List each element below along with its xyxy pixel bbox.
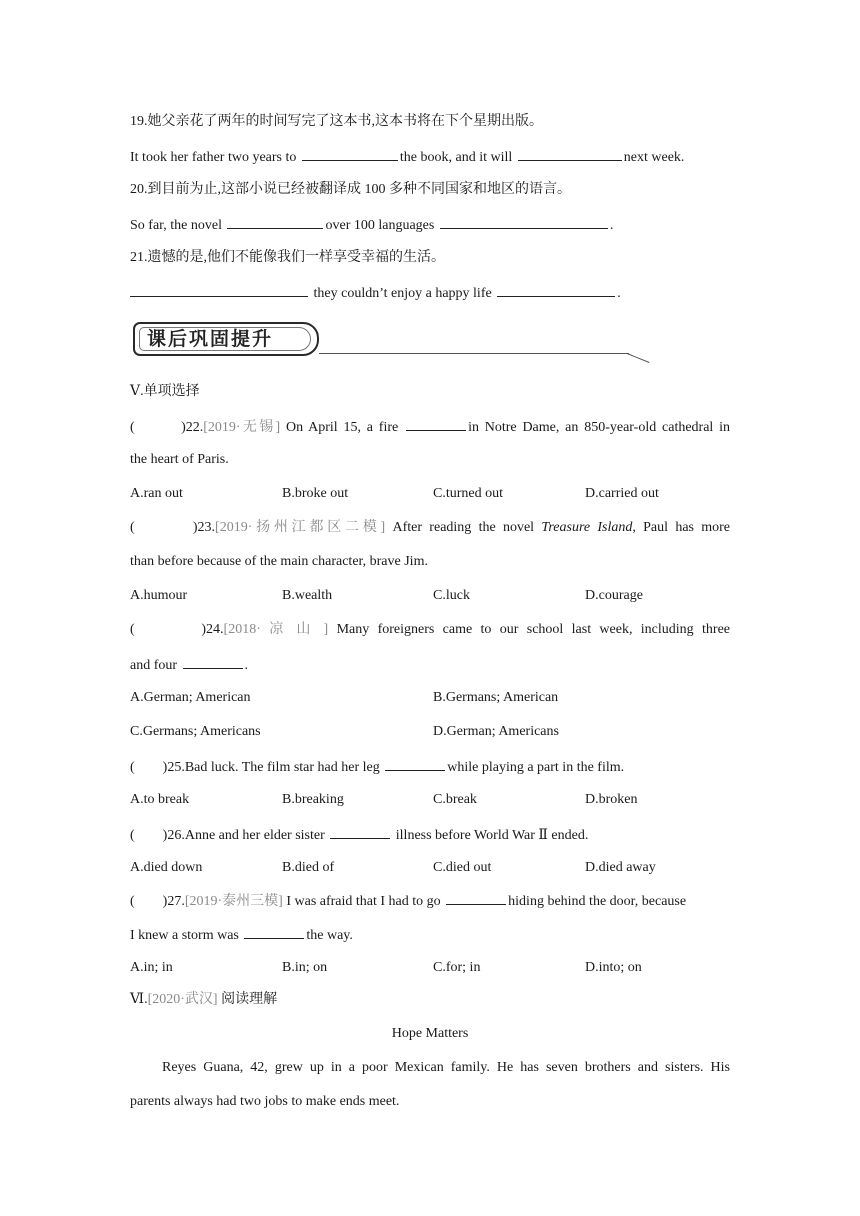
- q25-blank[interactable]: [385, 756, 445, 771]
- q24-options-row-2: [130, 722, 730, 742]
- q24-text-d: .: [244, 658, 249, 673]
- q21-text-b: .: [617, 286, 621, 301]
- q27-text-c: I knew a storm was: [130, 928, 239, 943]
- q23-line-2: than before because of the main character, brave Jim.: [130, 554, 428, 569]
- q20-text-b: over 100 languages: [325, 218, 435, 233]
- banner-divider-tail: [627, 353, 650, 363]
- q22-line-2: the heart of Paris.: [130, 452, 229, 467]
- q25-options: [130, 790, 730, 810]
- passage-line-1: Reyes Guana, 42, grew up in a poor Mexican family. He has seven brothers and sisters. His: [162, 1060, 730, 1075]
- q21-english: [130, 282, 730, 302]
- q20-text-a: So far, the novel: [130, 218, 222, 233]
- q22-text-a: On April 15, a fire: [285, 420, 399, 435]
- q26-blank[interactable]: [330, 824, 390, 839]
- q26-option-d[interactable]: D.died away: [585, 860, 656, 875]
- q24-source: [2018· 凉 山 ]: [223, 622, 329, 637]
- q27-text-b: hiding behind the door, because: [508, 894, 687, 909]
- q25-option-c[interactable]: C.break: [433, 792, 477, 807]
- q27-line-2: [130, 924, 730, 944]
- q24-option-a[interactable]: A.German; American: [130, 690, 251, 705]
- q24-line-2: [130, 654, 730, 674]
- q27-source: [2019·泰州三模]: [184, 894, 283, 909]
- q25-option-b[interactable]: B.breaking: [282, 792, 344, 807]
- q23-options: [130, 586, 730, 606]
- q22-option-c[interactable]: C.turned out: [433, 486, 503, 501]
- q27-text-d: the way.: [306, 928, 353, 943]
- q20-chinese: 20.到目前为止,这部小说已经被翻译成 100 多种不同国家和地区的语言。: [130, 182, 571, 197]
- q24-text-a: Many foreigners came to our school last week, including three: [336, 622, 730, 637]
- q22-option-a[interactable]: A.ran out: [130, 486, 183, 501]
- q24-blank[interactable]: [183, 654, 243, 669]
- q27-option-c[interactable]: C.for; in: [433, 960, 481, 975]
- q22-text-b: in Notre Dame, an 850-year-old cathedral in: [468, 420, 731, 435]
- q22-blank[interactable]: [406, 416, 466, 431]
- q26-options: [130, 858, 730, 878]
- q22-line-1: [130, 416, 730, 436]
- q26-answer-paren[interactable]: ( )26.: [130, 828, 185, 843]
- q25-text-a: Bad luck. The film star had her leg: [184, 760, 380, 775]
- q23-option-d[interactable]: D.courage: [585, 588, 643, 603]
- q20-blank-2[interactable]: [440, 214, 608, 229]
- q25-answer-paren[interactable]: ( )25.: [130, 760, 185, 775]
- q19-text-b: the book, and it will: [399, 150, 513, 165]
- q23-source: [2019·扬州江都区二模]: [215, 520, 386, 535]
- q23-answer-paren[interactable]: ( )23.: [130, 520, 216, 535]
- q24-line-1: [130, 620, 730, 640]
- q25-option-d[interactable]: D.broken: [585, 792, 638, 807]
- section6-title: 阅读理解: [221, 992, 278, 1007]
- q27-option-b[interactable]: B.in; on: [282, 960, 328, 975]
- q23-option-b[interactable]: B.wealth: [282, 588, 333, 603]
- q21-chinese: 21.遗憾的是,他们不能像我们一样享受幸福的生活。: [130, 250, 445, 265]
- banner-frame: [133, 322, 319, 356]
- q25-line-1: [130, 756, 730, 776]
- q19-blank-1[interactable]: [302, 146, 398, 161]
- q22-answer-paren[interactable]: ( )22.: [130, 420, 204, 435]
- q27-option-a[interactable]: A.in; in: [130, 960, 173, 975]
- q26-option-b[interactable]: B.died of: [282, 860, 335, 875]
- q26-option-a[interactable]: A.died down: [130, 860, 203, 875]
- section6-heading: [130, 990, 730, 1010]
- q26-text-a: Anne and her elder sister: [184, 828, 325, 843]
- q20-blank-1[interactable]: [227, 214, 323, 229]
- q25-text-b: while playing a part in the film.: [447, 760, 625, 775]
- q19-chinese: 19.她父亲花了两年的时间写完了这本书,这本书将在下个星期出版。: [130, 114, 543, 129]
- passage-line-2: parents always had two jobs to make ends meet.: [130, 1094, 400, 1109]
- q26-option-c[interactable]: C.died out: [433, 860, 492, 875]
- q27-blank-2[interactable]: [244, 924, 304, 939]
- q27-line-1: [130, 890, 730, 910]
- q19-text-c: next week.: [623, 150, 685, 165]
- q20-text-c: .: [609, 218, 614, 233]
- q27-blank-1[interactable]: [446, 890, 506, 905]
- q21-text-a: they couldn’t enjoy a happy life: [313, 286, 492, 301]
- q22-option-b[interactable]: B.broke out: [282, 486, 349, 501]
- q26-text-b: illness before World War Ⅱ ended.: [395, 828, 589, 843]
- q22-option-d[interactable]: D.carried out: [585, 486, 659, 501]
- q23-option-c[interactable]: C.luck: [433, 588, 470, 603]
- section6-prefix: Ⅵ.: [130, 992, 148, 1007]
- section6-source: [2020·武汉]: [147, 992, 218, 1007]
- q23-text-a: After reading the novel: [392, 520, 535, 535]
- q26-line-1: [130, 824, 730, 844]
- banner-title: 课后巩固提升: [147, 328, 274, 350]
- section5-title: Ⅴ.单项选择: [130, 384, 200, 399]
- q27-option-d[interactable]: D.into; on: [585, 960, 642, 975]
- q24-option-c[interactable]: C.Germans; Americans: [130, 724, 261, 739]
- section-banner: [133, 320, 653, 364]
- q22-options: [130, 484, 730, 504]
- q25-option-a[interactable]: A.to break: [130, 792, 190, 807]
- q24-option-d[interactable]: D.German; Americans: [433, 724, 559, 739]
- q23-text-b: , Paul has more: [632, 520, 731, 535]
- q19-english: [130, 146, 730, 166]
- banner-divider: [319, 353, 629, 354]
- passage-title: Hope Matters: [391, 1026, 469, 1041]
- q27-text-a: I was afraid that I had to go: [286, 894, 441, 909]
- q27-options: [130, 958, 730, 978]
- q23-book-title: Treasure Island: [541, 520, 633, 535]
- q24-text-c: and four: [130, 658, 178, 673]
- q20-english: [130, 214, 730, 234]
- q21-blank-2[interactable]: [497, 282, 615, 297]
- q24-options-row-1: [130, 688, 730, 708]
- q21-blank-1[interactable]: [130, 282, 308, 297]
- q23-option-a[interactable]: A.humour: [130, 588, 188, 603]
- q23-line-1: [130, 518, 730, 538]
- q24-option-b[interactable]: B.Germans; American: [433, 690, 559, 705]
- q27-answer-paren[interactable]: ( )27.: [130, 894, 185, 909]
- q22-source: [2019·无锡]: [203, 420, 281, 435]
- q19-text-a: It took her father two years to: [130, 150, 297, 165]
- q24-answer-paren[interactable]: ( )24.: [130, 622, 224, 637]
- q19-blank-2[interactable]: [518, 146, 622, 161]
